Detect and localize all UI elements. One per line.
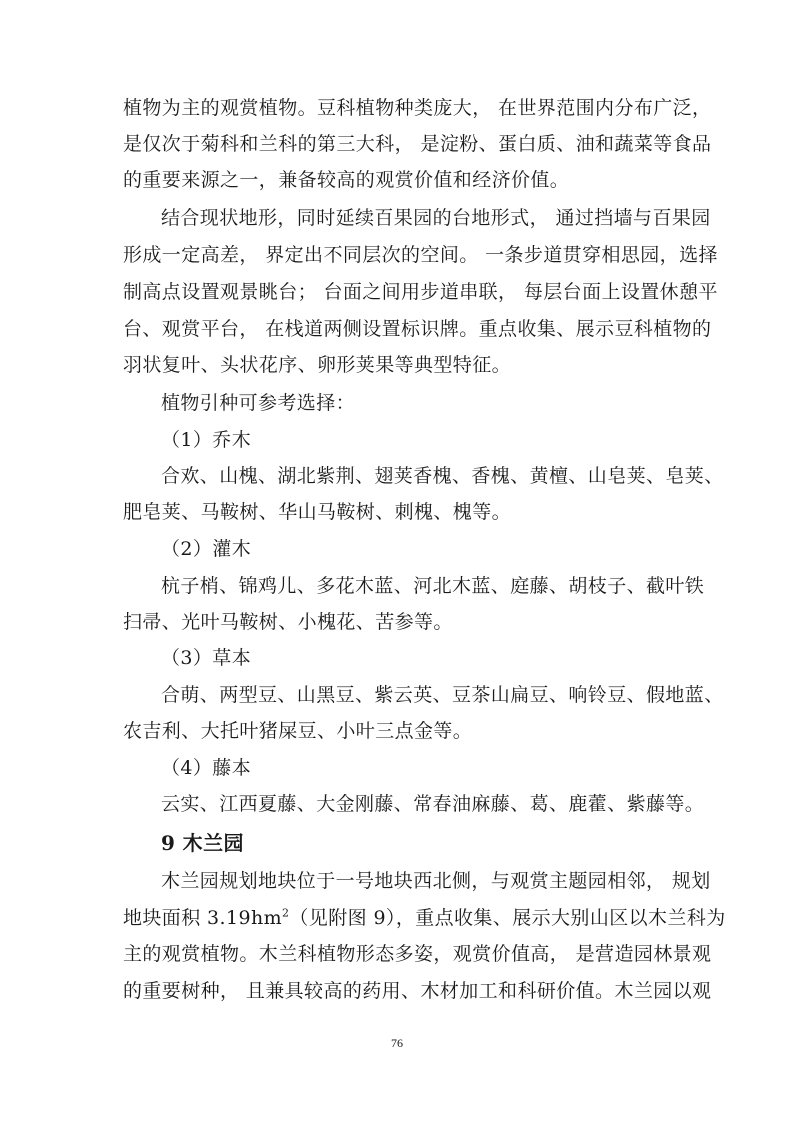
- body-text-line: 农吉利、大托叶猪屎豆、小叶三点金等。: [123, 720, 473, 742]
- body-text-line: 形成一定高差， 界定出不同层次的空间。 一条步道贯穿相思园，选择: [123, 244, 718, 266]
- list-subheading: （4）藤本: [161, 757, 252, 779]
- body-text-line: 羽状复叶、头状花序、卵形荚果等典型特征。: [123, 354, 512, 376]
- list-subheading: （2）灌木: [161, 538, 252, 560]
- body-text-line: 杭子梢、锦鸡儿、多花木蓝、河北木蓝、庭藤、胡枝子、截叶铁: [161, 575, 705, 597]
- body-text-line: 合萌、两型豆、山黑豆、紫云英、豆茶山扁豆、响铃豆、假地蓝、: [161, 684, 724, 706]
- body-text-line: 是仅次于菊科和兰科的第三大科， 是淀粉、蛋白质、油和蔬菜等食品: [123, 133, 712, 155]
- page-number: 76: [391, 1036, 403, 1050]
- body-text-line: 主的观赏植物。木兰科植物形态多姿，观赏价值高， 是营造园林景观: [123, 943, 712, 965]
- list-subheading: （3）草本: [161, 647, 252, 669]
- body-text-span: （见附图 9），重点收集、展示大别山区以木兰科为: [289, 907, 726, 929]
- body-text-line: 植物引种可参考选择：: [161, 392, 356, 414]
- body-text-line: 的重要来源之一，兼备较高的观赏价值和经济价值。: [123, 169, 570, 191]
- body-text-line: 合欢、山槐、湖北紫荆、翅荚香槐、香槐、黄檀、山皂荚、皂荚、: [161, 465, 724, 487]
- area-text: 地块面积 3.19hm: [123, 907, 282, 929]
- body-text-line: 木兰园规划地块位于一号地块西北侧，与观赏主题园相邻， 规划: [161, 870, 711, 892]
- list-subheading: （1）乔木: [161, 429, 252, 451]
- body-text-line: 植物为主的观赏植物。豆科植物种类庞大， 在世界范围内分布广泛，: [123, 97, 712, 119]
- body-text-line: 制高点设置观景眺台； 台面之间用步道串联， 每层台面上设置休憩平: [123, 281, 718, 303]
- section-heading: 9 木兰园: [161, 831, 244, 855]
- body-text-line: 的重要树种， 且兼具较高的药用、木材加工和科研价值。木兰园以观: [123, 980, 712, 1002]
- body-text-line: 结合现状地形，同时延续百果园的台地形式， 通过挡墙与百果园: [161, 207, 711, 229]
- body-text-line: 台、观赏平台， 在栈道两侧设置标识牌。重点收集、展示豆科植物的: [123, 318, 712, 340]
- body-text-line: 肥皂荚、马鞍树、华山马鞍树、刺槐、槐等。: [123, 501, 512, 523]
- body-text-line: 扫帚、光叶马鞍树、小槐花、苦参等。: [123, 611, 453, 633]
- body-text-line: [123, 906, 726, 930]
- body-text-line: 云实、江西夏藤、大金刚藤、常春油麻藤、葛、鹿藿、紫藤等。: [161, 793, 705, 815]
- superscript-2: 2: [282, 906, 290, 920]
